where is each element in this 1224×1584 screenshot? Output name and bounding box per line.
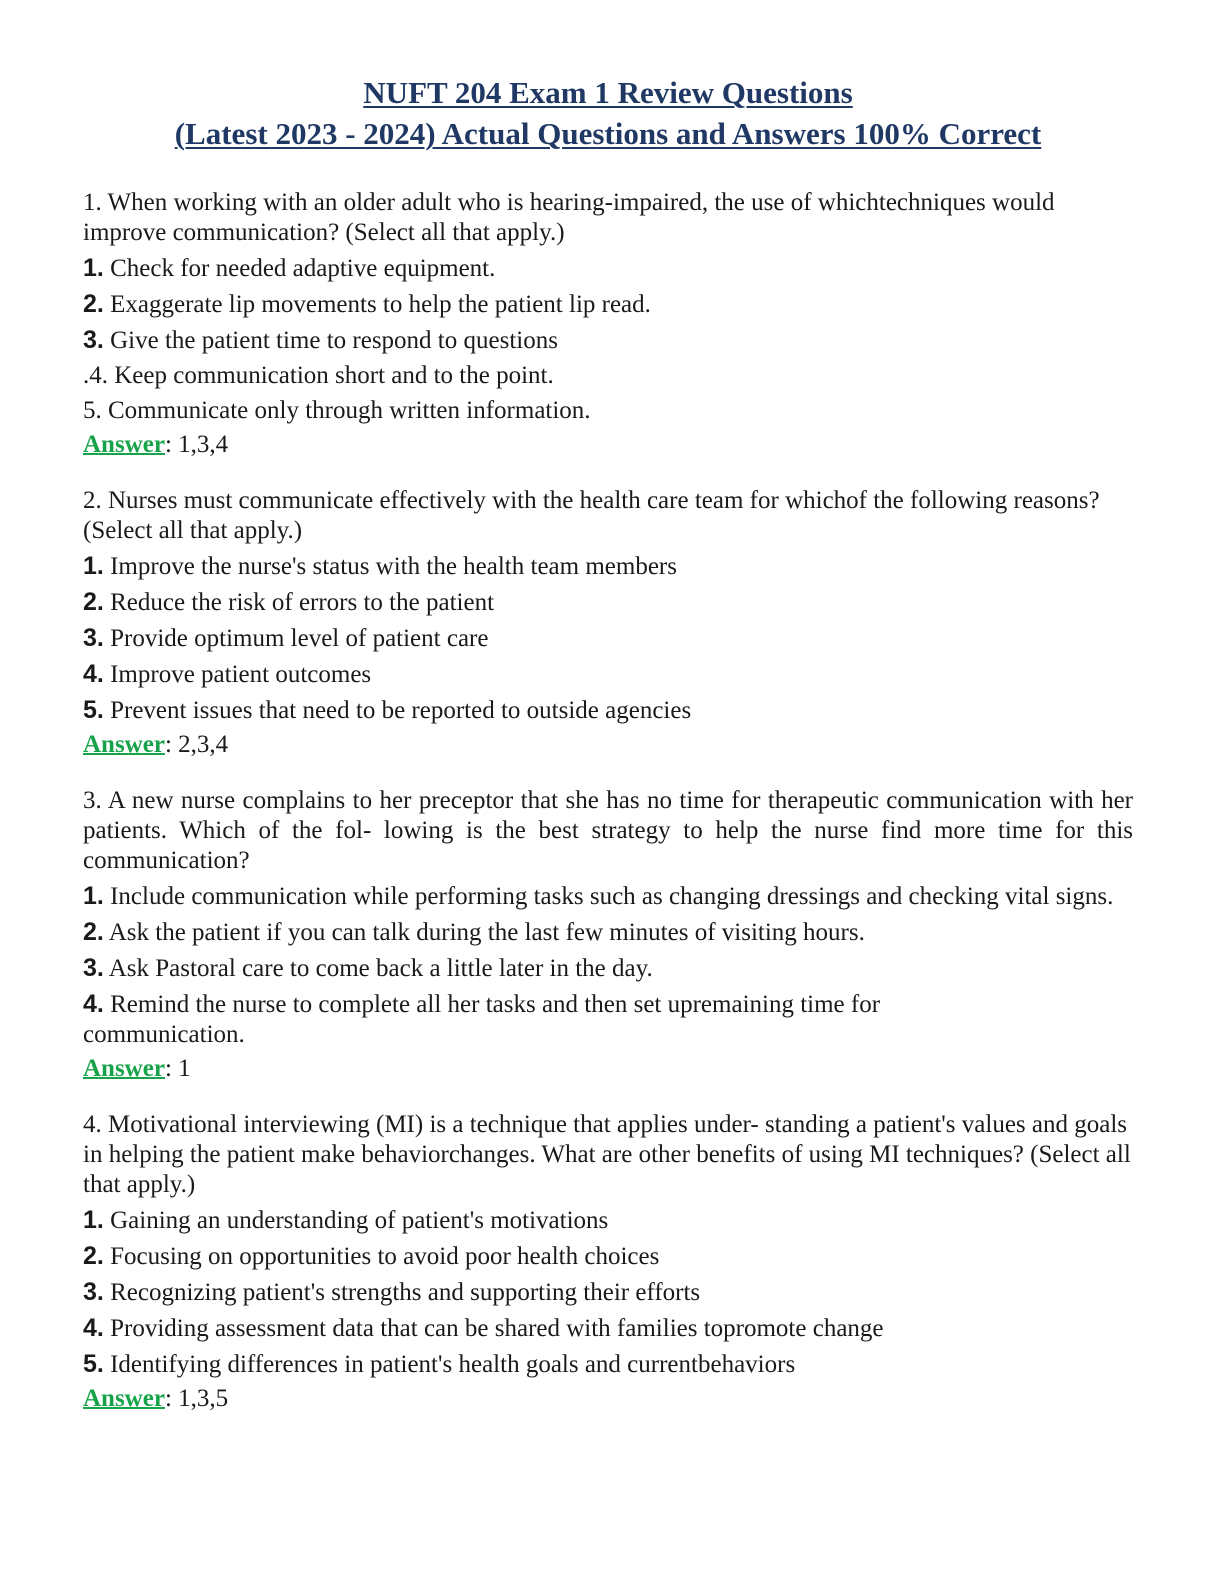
option-number: 4. [83,660,104,688]
option [83,361,1133,391]
option-number: 5. [83,696,104,724]
option-number: 1. [83,882,104,910]
option [83,1277,1133,1308]
answer-label: Answer [83,731,165,758]
option-text: Gaining an understanding of patient's motivations [103,1207,609,1234]
option-text: Keep communication short and to the point. [108,362,554,389]
option [83,623,1133,654]
question-text: 2. Nurses must communicate effectively with the health care team for whichof the following reasons? (Select all that apply.) [83,487,1100,544]
option-number: 3. [83,624,104,652]
question-text: 4. Motivational interviewing (MI) is a technique that applies under- standing a patient's values and goals in helping the patient make behaviorchanges. What are other benefits of using MI techniques? (Select all that apply.) [83,1111,1131,1198]
answer-value: : 1 [164,1055,191,1082]
option-number: 1. [83,1206,104,1234]
option-text: Ask Pastoral care to come back a little later in the day. [103,955,653,982]
option-text: Recognizing patient's strengths and supporting their efforts [103,1279,701,1306]
option [83,1349,1133,1380]
option-number: 5. [83,397,102,424]
option-text: Ask the patient if you can talk during the last few minutes of visiting hours. [103,919,865,946]
option-text: Identifying differences in patient's health goals and currentbehaviors [103,1351,796,1378]
option-number: 1. [83,552,104,580]
option-number: .4. [83,362,108,389]
question-list [83,188,1133,1414]
option [83,1313,1133,1344]
answer-label: Answer [83,1385,165,1412]
option [83,917,1133,948]
option [83,253,1133,284]
answer-value: : 1,3,4 [164,431,229,458]
option-text: Provide optimum level of patient care [103,625,489,652]
option-text: Prevent issues that need to be reported to outside agencies [103,697,692,724]
option [83,881,1133,912]
option-number: 2. [83,1242,104,1270]
question-4 [83,1110,1133,1414]
option [83,695,1133,726]
answer-line [83,1384,1133,1414]
question-text: 1. When working with an older adult who is hearing-impaired, the use of whichtechniques would improve communication? (Select all that apply.) [83,189,1055,246]
option [83,289,1133,320]
option-number: 3. [83,326,104,354]
option [83,1241,1133,1272]
answer-value: : 1,3,5 [164,1385,229,1412]
option-text: Improve the nurse's status with the health team members [103,553,677,580]
question-text: 3. A new nurse complains to her preceptor that she has no time for therapeutic communication with her patients. Which of the fol- lowing is the best strategy to help the nurse find more time for this communication? [83,787,1133,874]
answer-label: Answer [83,431,165,458]
option-number: 4. [83,1314,104,1342]
answer-line [83,730,1133,760]
option-text: Reduce the risk of errors to the patient [103,589,495,616]
option-text: Include communication while performing tasks such as changing dressings and checking vital signs. [103,883,1114,910]
option [83,1205,1133,1236]
option [83,396,1133,426]
option-number: 4. [83,990,104,1018]
option-number: 2. [83,918,104,946]
option [83,551,1133,582]
option-text: Focusing on opportunities to avoid poor health choices [103,1243,660,1270]
option-text: Improve patient outcomes [103,661,372,688]
option-number: 5. [83,1350,104,1378]
option [83,659,1133,690]
question-2 [83,486,1133,760]
answer-value: : 2,3,4 [164,731,229,758]
option-text: Remind the nurse to complete all her tasks and then set upremaining time for communication. [83,991,881,1048]
title-line-1: NUFT 204 Exam 1 Review Questions [363,75,853,110]
option-number: 1. [83,254,104,282]
answer-line [83,1054,1133,1084]
option-number: 3. [83,954,104,982]
option-text: Give the patient time to respond to questions [103,327,558,354]
option-number: 3. [83,1278,104,1306]
option-number: 2. [83,290,104,318]
option [83,953,1133,984]
option-text: Communicate only through written information. [101,397,591,424]
document-page [83,72,1133,1440]
question-3 [83,786,1133,1084]
document-title [83,72,1133,154]
option [83,587,1133,618]
option-text: Exaggerate lip movements to help the patient lip read. [103,291,651,318]
option-text: Providing assessment data that can be shared with families topromote change [103,1315,884,1342]
option [83,989,983,1050]
title-line-2: (Latest 2023 - 2024) Actual Questions and Answers 100% Correct [174,116,1042,151]
option-number: 2. [83,588,104,616]
option [83,325,1133,356]
answer-label: Answer [83,1055,165,1082]
option-text: Check for needed adaptive equipment. [103,255,496,282]
answer-line [83,430,1133,460]
question-1 [83,188,1133,460]
